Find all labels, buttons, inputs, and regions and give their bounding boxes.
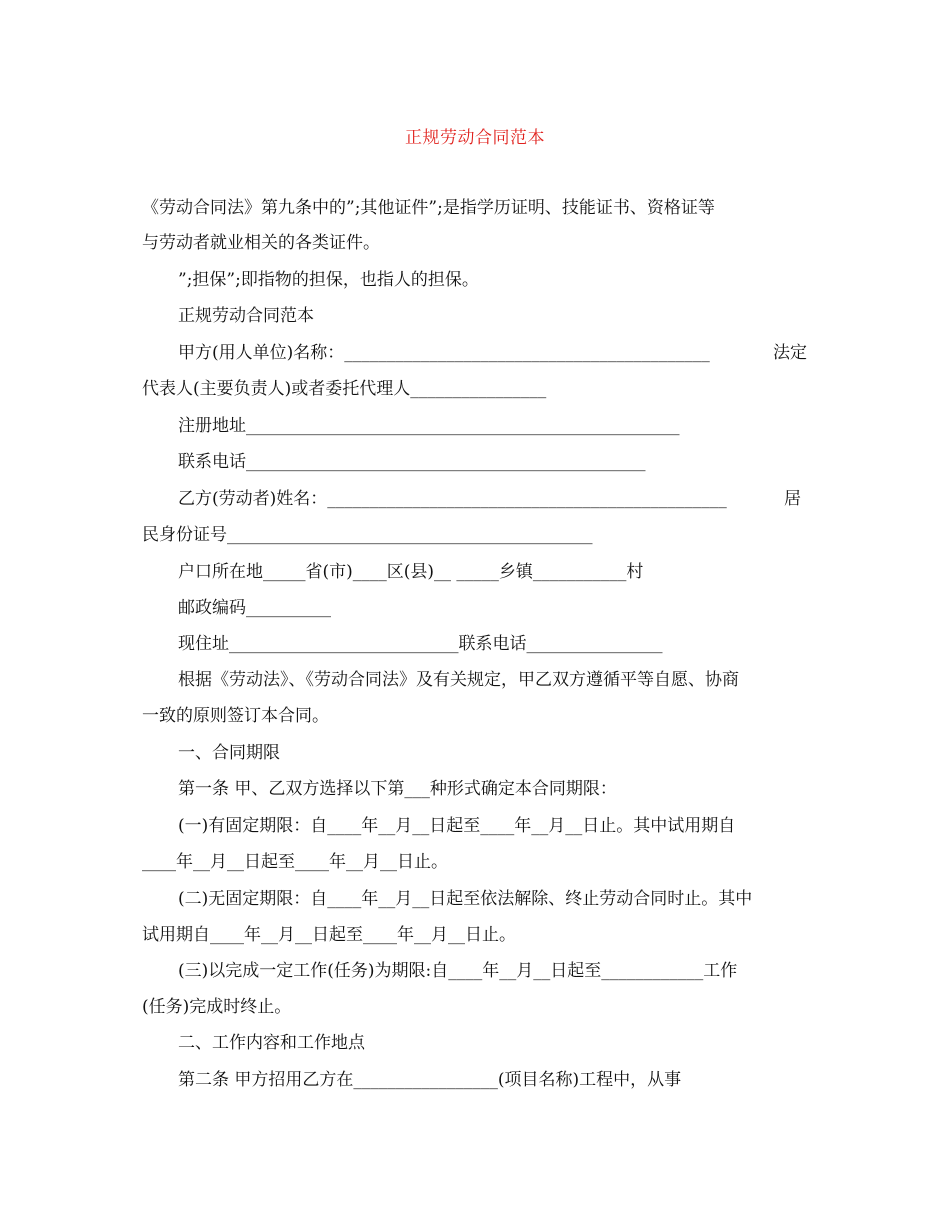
party-b-name-field: 乙方(劳动者)姓名：_______________________________________________ (178, 489, 727, 509)
party-a-name-field: 甲方(用人单位)名称：___________________________________________ (178, 343, 710, 363)
section-heading: 二、工作内容和工作地点 (178, 1033, 365, 1053)
registered-address-field: 注册地址___________________________________________________ (178, 416, 680, 436)
contact-phone-field: 联系电话_______________________________________________ (178, 452, 646, 472)
household-address-field: 户口所在地_____省(市)____区(县)__ _____乡镇___________村 (178, 562, 644, 582)
clause-line: 第一条 甲、乙双方选择以下第___种形式确定本合同期限： (178, 779, 617, 799)
resident-label-start: 居 (784, 489, 801, 509)
legal-rep-label-start: 法定 (773, 343, 807, 363)
paragraph-line: ”;担保”;即指物的担保，也指人的担保。 (178, 270, 479, 290)
id-number-field: 民身份证号___________________________________________ (142, 525, 593, 545)
document-title: 正规劳动合同范本 (405, 128, 545, 148)
section-heading: 一、合同期限 (178, 743, 280, 763)
clause-line: 第二条 甲方招用乙方在_________________(项目名称)工程中，从事 (178, 1070, 682, 1090)
paragraph-line: 根据《劳动法》、《劳动合同法》及有关规定，甲乙双方遵循平等自愿、协商 (178, 670, 739, 690)
clause-line: (任务)完成时终止。 (142, 997, 292, 1017)
legal-rep-field: 代表人(主要负责人)或者委托代理人________________ (142, 379, 547, 399)
clause-line: (二)无固定期限：自____年__月__日起至依法解除、终止劳动合同时止。其中 (178, 889, 753, 909)
paragraph-line: 一致的原则签订本合同。 (142, 706, 329, 726)
paragraph-line: 与劳动者就业相关的各类证件。 (142, 233, 380, 253)
clause-line: (三)以完成一定工作(任务)为期限:自____年__月__日起至____________工作 (178, 961, 738, 981)
paragraph-line: 《劳动合同法》第九条中的”;其他证件”;是指学历证明、技能证书、资格证等 (142, 198, 715, 218)
section-heading: 正规劳动合同范本 (178, 306, 314, 326)
postal-code-field: 邮政编码__________ (178, 598, 331, 618)
clause-line: 试用期自____年__月__日起至____年__月__日止。 (142, 925, 516, 945)
clause-line: (一)有固定期限：自____年__月__日起至____年__月__日止。其中试用期自 (178, 816, 736, 836)
current-address-field: 现住址___________________________联系电话________________ (178, 634, 663, 654)
clause-line: ____年__月__日起至____年__月__日止。 (142, 852, 448, 872)
